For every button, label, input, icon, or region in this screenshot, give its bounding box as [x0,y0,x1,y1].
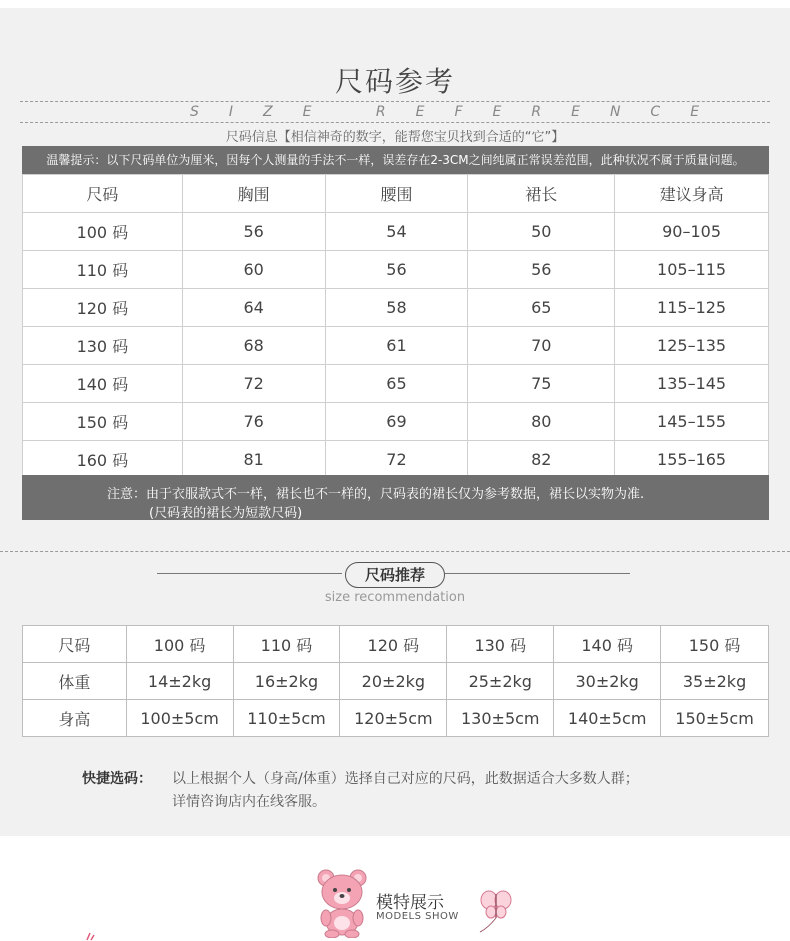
size-table-cell: 140 码 [23,365,183,403]
quick-select-text-1: 以上根据个人（身高/体重）选择自己对应的尺码，此数据适合大多数人群； [172,771,639,787]
recommendation-table-cell: 110 码 [233,626,340,663]
size-table-header-cell: 裙长 [468,175,615,213]
recommendation-table-cell: 100 码 [126,626,233,663]
note-line-1: 注意：由于衣服款式不一样，裙长也不一样的，尺码表的裙长仅为参考数据，裙长以实物为准. [107,487,645,502]
recommendation-table-cell: 35±2kg [661,663,769,700]
note-line-2: (尺码表的裙长为短款尺码) [149,506,303,521]
size-table-cell: 155–165 [615,441,769,479]
rec-line-right [445,573,630,574]
recommendation-table-cell: 身高 [23,700,127,737]
size-table-cell: 65 [325,365,468,403]
size-table-header-cell: 腰围 [325,175,468,213]
size-table-cell: 61 [325,327,468,365]
size-table-cell: 110 码 [23,251,183,289]
recommendation-table-cell: 140 码 [554,626,661,663]
size-table-cell: 72 [182,365,325,403]
size-table-cell: 90–105 [615,213,769,251]
size-table-header-cell: 胸围 [182,175,325,213]
recommendation-table-cell: 150±5cm [661,700,769,737]
size-table-row [23,327,769,365]
size-table-row [23,441,769,479]
decoration-icon [85,932,97,941]
size-table-cell: 76 [182,403,325,441]
size-table-row [23,289,769,327]
recommendation-table-cell: 130±5cm [447,700,554,737]
section-divider [0,551,790,552]
size-table-cell: 130 码 [23,327,183,365]
quick-select-label: 快捷选码： [82,771,152,787]
rec-line-left [157,573,342,574]
recommendation-title: 尺码推荐 [345,562,445,588]
size-table-cell: 58 [325,289,468,327]
recommendation-table [22,625,769,737]
size-table-row [23,213,769,251]
subtitle-en: SIZE REFERENCE [190,104,730,120]
size-table-cell: 56 [182,213,325,251]
size-table-cell: 115–125 [615,289,769,327]
size-table-row [23,251,769,289]
size-table-header-cell: 建议身高 [615,175,769,213]
size-table-header-cell: 尺码 [23,175,183,213]
size-table-cell: 56 [468,251,615,289]
size-table-cell: 82 [468,441,615,479]
size-table-cell: 72 [325,441,468,479]
size-table-cell: 125–135 [615,327,769,365]
recommendation-table-cell: 150 码 [661,626,769,663]
size-table-cell: 60 [182,251,325,289]
recommendation-table-row [23,663,769,700]
size-table-cell: 100 码 [23,213,183,251]
divider-bottom [20,122,770,123]
size-table-row [23,403,769,441]
recommendation-table-cell: 16±2kg [233,663,340,700]
size-table-cell: 80 [468,403,615,441]
size-table-cell: 70 [468,327,615,365]
recommendation-table-cell: 25±2kg [447,663,554,700]
quick-select [82,768,639,810]
recommendation-subtitle-en: size recommendation [324,590,466,605]
size-table-cell: 68 [182,327,325,365]
recommendation-table-cell: 120±5cm [340,700,447,737]
size-table-cell: 75 [468,365,615,403]
recommendation-table-cell: 20±2kg [340,663,447,700]
size-table-cell: 160 码 [23,441,183,479]
quick-select-text-2: 详情咨询店内在线客服。 [172,794,326,810]
teddy-bear-icon [312,866,372,938]
recommendation-table-cell: 130 码 [447,626,554,663]
warning-banner: 温馨提示：以下尺码单位为厘米，因每个人测量的手法不一样，误差存在2-3CM之间纯属正常误差范围，此种状况不属于质量问题。 [22,146,769,174]
recommendation-table-cell: 140±5cm [554,700,661,737]
note-banner [22,475,769,520]
recommendation-table-cell: 110±5cm [233,700,340,737]
size-table-cell: 65 [468,289,615,327]
size-table-cell: 54 [325,213,468,251]
recommendation-table-row [23,700,769,737]
size-table-header-row [23,175,769,213]
recommendation-table-row [23,626,769,663]
size-table-cell: 145–155 [615,403,769,441]
size-table-cell: 64 [182,289,325,327]
size-table-cell: 135–145 [615,365,769,403]
models-show-title: 模特展示 [376,893,444,913]
size-table-cell: 50 [468,213,615,251]
size-table-cell: 56 [325,251,468,289]
divider-top [20,101,770,102]
butterfly-icon [478,888,514,934]
size-info-text: 尺码信息【相信神奇的数字，能帮您宝贝找到合适的“它”】 [225,130,565,145]
size-table-cell: 105–115 [615,251,769,289]
size-table-cell: 69 [325,403,468,441]
size-table [22,174,769,479]
page-title: 尺码参考 [334,65,455,98]
size-table-cell: 120 码 [23,289,183,327]
recommendation-table-cell: 30±2kg [554,663,661,700]
recommendation-table-cell: 100±5cm [126,700,233,737]
recommendation-table-cell: 体重 [23,663,127,700]
size-table-row [23,365,769,403]
recommendation-table-cell: 120 码 [340,626,447,663]
size-table-cell: 150 码 [23,403,183,441]
models-show-subtitle-en: MODELS SHOW [376,911,459,922]
size-table-cell: 81 [182,441,325,479]
recommendation-table-cell: 尺码 [23,626,127,663]
recommendation-table-cell: 14±2kg [126,663,233,700]
